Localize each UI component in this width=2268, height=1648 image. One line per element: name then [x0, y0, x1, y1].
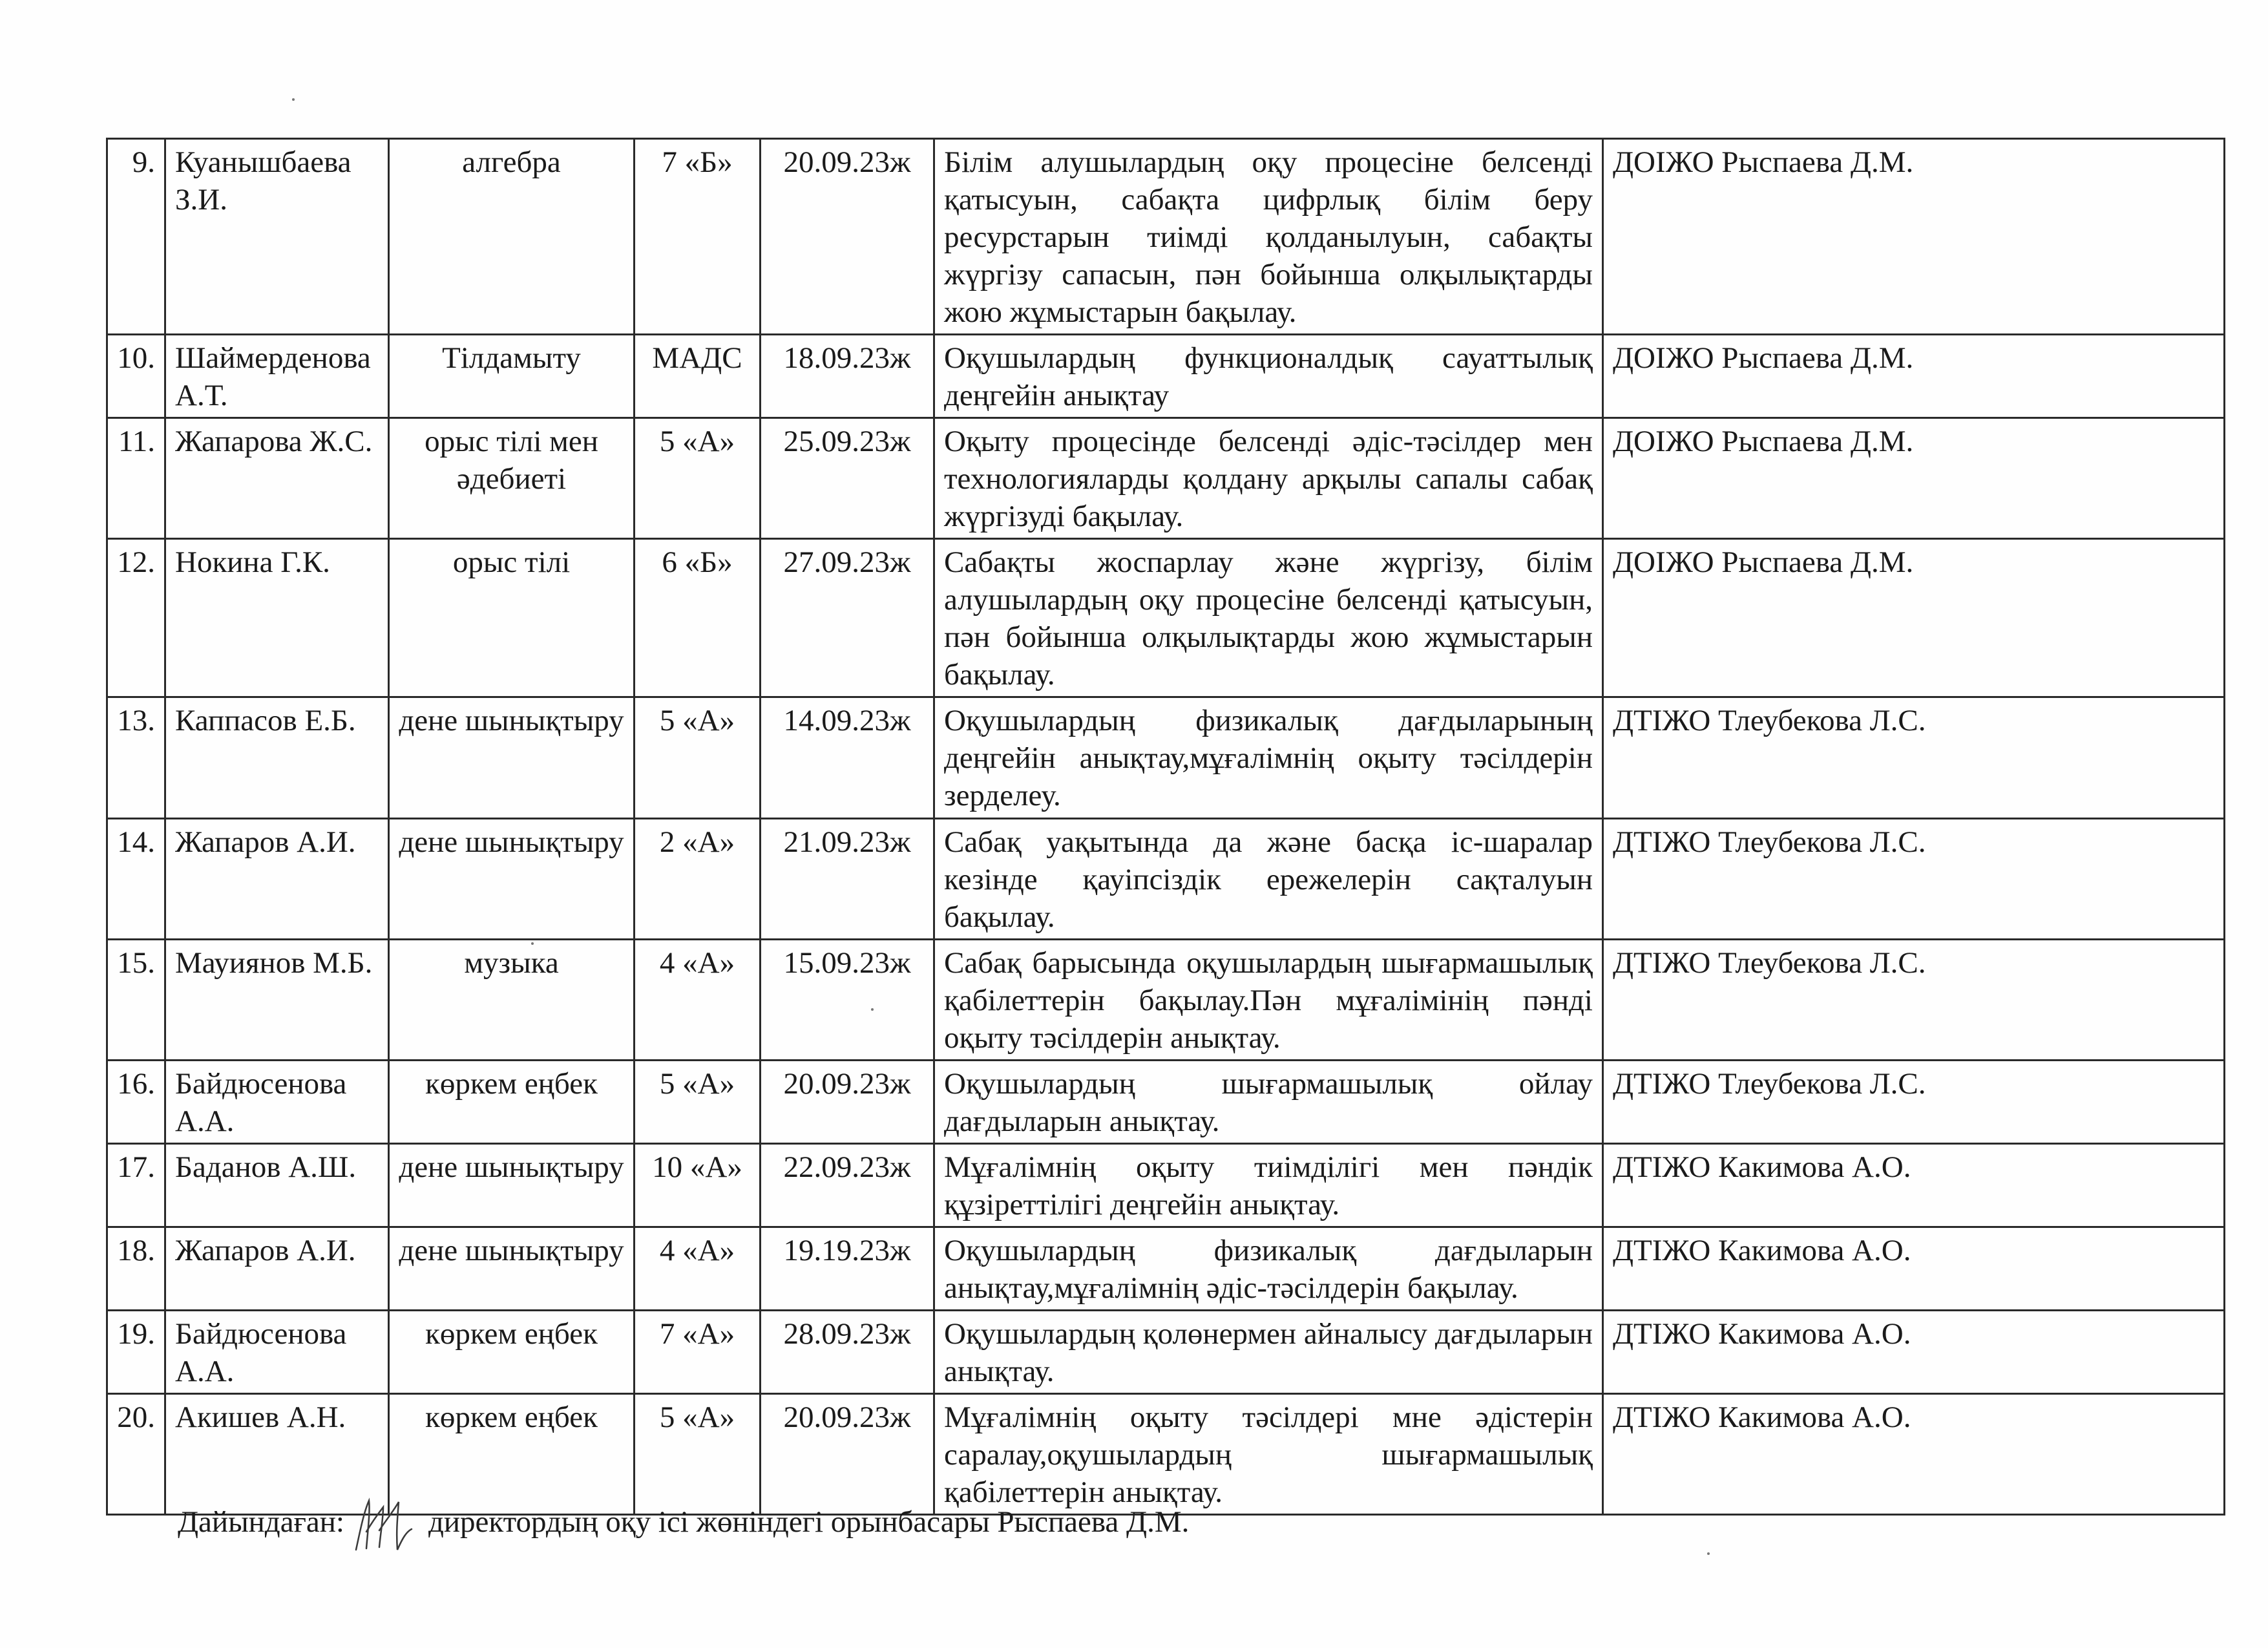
class-group: 4 «А»	[635, 1227, 761, 1311]
subject: музыка	[389, 940, 635, 1061]
control-purpose: Сабақ барысында оқушылардың шығармашылық қабілеттерін бақылау.Пән мұғалімінің пәнді оқыту тәсілдерін анықтау.	[934, 940, 1603, 1061]
preparer-position-name: директордың оқу ісі жөніндегі орынбасары Рыспаева Д.М.	[428, 1505, 1190, 1539]
table-row	[107, 418, 2225, 539]
table-row	[107, 539, 2225, 697]
teacher-name: Нокина Г.К.	[165, 539, 389, 697]
control-purpose: Білім алушылардың оқу процесіне белсенді қатысуын, сабақта цифрлық білім беру ресурстарын тиімді қолданылуын, сабақты жүргізу сапасын, пән бойынша олқылықтарды жою жұмыстарын бақылау.	[934, 139, 1603, 335]
control-purpose: Оқушылардың шығармашылық ойлау дағдыларын анықтау.	[934, 1061, 1603, 1144]
table-row	[107, 697, 2225, 819]
row-number: 15.	[107, 940, 165, 1061]
date: 18.09.23ж	[761, 335, 934, 418]
row-number: 16.	[107, 1061, 165, 1144]
responsible-person: ДТІЖО Тлеубекова Л.С.	[1603, 819, 2225, 940]
responsible-person: ДОІЖО Рыспаева Д.М.	[1603, 418, 2225, 539]
responsible-person: ДОІЖО Рыспаева Д.М.	[1603, 539, 2225, 697]
class-group: 5 «А»	[635, 1394, 761, 1515]
class-group: 10 «А»	[635, 1144, 761, 1227]
date: 19.19.23ж	[761, 1227, 934, 1311]
class-group: 2 «А»	[635, 819, 761, 940]
table-row	[107, 1311, 2225, 1394]
teacher-name: Байдюсенова А.А.	[165, 1061, 389, 1144]
control-purpose: Мұғалімнің оқыту тәсілдері мне әдістерін саралау,оқушылардың шығармашылық қабілеттерін анықтау.	[934, 1394, 1603, 1515]
teacher-name: Акишев А.Н.	[165, 1394, 389, 1515]
class-group: 7 «Б»	[635, 139, 761, 335]
row-number: 10.	[107, 335, 165, 418]
teacher-name: Жапаров А.И.	[165, 1227, 389, 1311]
subject: көркем еңбек	[389, 1394, 635, 1515]
table-row	[107, 819, 2225, 940]
row-number: 20.	[107, 1394, 165, 1515]
table-row	[107, 1061, 2225, 1144]
teacher-name: Байдюсенова А.А.	[165, 1311, 389, 1394]
date: 14.09.23ж	[761, 697, 934, 819]
control-purpose: Оқушылардың қолөнермен айналысу дағдыларын анықтау.	[934, 1311, 1603, 1394]
date: 20.09.23ж	[761, 1061, 934, 1144]
teacher-name: Куанышбаева З.И.	[165, 139, 389, 335]
subject: көркем еңбек	[389, 1061, 635, 1144]
responsible-person: ДТІЖО Тлеубекова Л.С.	[1603, 1061, 2225, 1144]
row-number: 12.	[107, 539, 165, 697]
table-row	[107, 335, 2225, 418]
subject: орыс тілі	[389, 539, 635, 697]
subject: дене шынықтыру	[389, 1227, 635, 1311]
control-purpose: Сабақты жоспарлау және жүргізу, білім алушылардың оқу процесіне белсенді қатысуын, пән бойынша олқылықтарды жою жұмыстарын бақылау.	[934, 539, 1603, 697]
responsible-person: ДТІЖО Какимова А.О.	[1603, 1311, 2225, 1394]
responsible-person: ДТІЖО Какимова А.О.	[1603, 1394, 2225, 1515]
control-purpose: Мұғалімнің оқыту тиімділігі мен пәндік құзіреттілігі деңгейін анықтау.	[934, 1144, 1603, 1227]
control-purpose: Оқушылардың функционалдық сауаттылық деңгейін анықтау	[934, 335, 1603, 418]
row-number: 14.	[107, 819, 165, 940]
row-number: 17.	[107, 1144, 165, 1227]
class-group: 5 «А»	[635, 418, 761, 539]
control-purpose: Оқушылардың физикалық дағдыларының деңгейін анықтау,мұғалімнің оқыту тәсілдерін зерделеу.	[934, 697, 1603, 819]
row-number: 13.	[107, 697, 165, 819]
control-purpose: Оқушылардың физикалық дағдыларын анықтау,мұғалімнің әдіс-тәсілдерін бақылау.	[934, 1227, 1603, 1311]
teacher-name: Каппасов Е.Б.	[165, 697, 389, 819]
teacher-name: Шаймерденова А.Т.	[165, 335, 389, 418]
table-row	[107, 139, 2225, 335]
date: 25.09.23ж	[761, 418, 934, 539]
subject: Тілдамыту	[389, 335, 635, 418]
table-body	[107, 139, 2225, 1515]
teacher-name: Мауиянов М.Б.	[165, 940, 389, 1061]
responsible-person: ДТІЖО Какимова А.О.	[1603, 1227, 2225, 1311]
row-number: 18.	[107, 1227, 165, 1311]
row-number: 11.	[107, 418, 165, 539]
teacher-name: Жапаров А.И.	[165, 819, 389, 940]
prepared-by-line	[178, 1493, 1189, 1558]
prepared-by-label: Дайындаған:	[178, 1505, 344, 1539]
date: 21.09.23ж	[761, 819, 934, 940]
date: 20.09.23ж	[761, 1394, 934, 1515]
subject: алгебра	[389, 139, 635, 335]
responsible-person: ДТІЖО Тлеубекова Л.С.	[1603, 940, 2225, 1061]
class-group: 5 «А»	[635, 1061, 761, 1144]
responsible-person: ДОІЖО Рыспаева Д.М.	[1603, 139, 2225, 335]
date: 15.09.23ж	[761, 940, 934, 1061]
subject: дене шынықтыру	[389, 1144, 635, 1227]
class-group: 7 «А»	[635, 1311, 761, 1394]
row-number: 19.	[107, 1311, 165, 1394]
table-row	[107, 1144, 2225, 1227]
control-purpose: Сабақ уақытында да және басқа іс-шаралар кезінде қауіпсіздік ережелерін сақталуын бақылау.	[934, 819, 1603, 940]
subject: дене шынықтыру	[389, 819, 635, 940]
date: 20.09.23ж	[761, 139, 934, 335]
row-number: 9.	[107, 139, 165, 335]
date: 22.09.23ж	[761, 1144, 934, 1227]
subject: дене шынықтыру	[389, 697, 635, 819]
signature	[351, 1493, 415, 1558]
class-group: МАДС	[635, 335, 761, 418]
control-plan-table	[106, 138, 2225, 1516]
date: 27.09.23ж	[761, 539, 934, 697]
class-group: 4 «А»	[635, 940, 761, 1061]
class-group: 6 «Б»	[635, 539, 761, 697]
subject: орыс тілі мен әдебиеті	[389, 418, 635, 539]
subject: көркем еңбек	[389, 1311, 635, 1394]
responsible-person: ДТІЖО Какимова А.О.	[1603, 1144, 2225, 1227]
date: 28.09.23ж	[761, 1311, 934, 1394]
class-group: 5 «А»	[635, 697, 761, 819]
control-purpose: Оқыту процесінде белсенді әдіс-тәсілдер мен технологияларды қолдану арқылы сапалы сабақ жүргізуді бақылау.	[934, 418, 1603, 539]
table-row	[107, 940, 2225, 1061]
teacher-name: Жапарова Ж.С.	[165, 418, 389, 539]
responsible-person: ДТІЖО Тлеубекова Л.С.	[1603, 697, 2225, 819]
responsible-person: ДОІЖО Рыспаева Д.М.	[1603, 335, 2225, 418]
table-row	[107, 1227, 2225, 1311]
teacher-name: Баданов А.Ш.	[165, 1144, 389, 1227]
